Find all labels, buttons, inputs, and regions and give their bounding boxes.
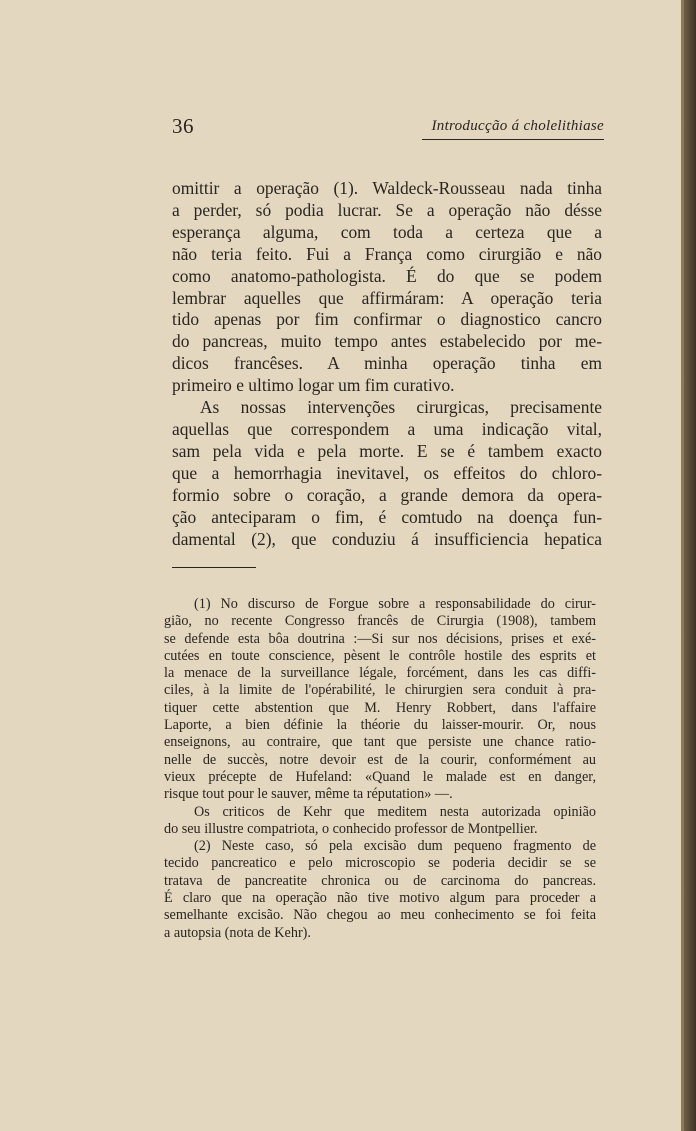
footnote-line: tecido pancreatico e pelo microscopio se poderia decidir se se — [164, 855, 596, 872]
footnote-line: gião, no recente Congresso francês de Cirurgia (1908), tambem — [164, 613, 596, 630]
body-line: do pancreas, muito tempo antes estabelecido por me- — [172, 331, 602, 352]
footnote-line: (2) Neste caso, só pela excisão dum pequeno fragmento de — [194, 838, 596, 855]
body-text — [172, 178, 602, 550]
running-title: Introducção á cholelithiase — [431, 118, 604, 134]
footnote-line: Os criticos de Kehr que meditem nesta autorizada opinião — [194, 803, 596, 820]
footnote-line: cutées en toute conscience, pèsent le contrôle hostile des esprits et — [164, 647, 596, 664]
footnote-line: semelhante excisão. Não chegou ao meu conhecimento se foi feita — [164, 907, 596, 924]
footnote-line: vieux précepte de Hufeland: «Quand le malade est en danger, — [164, 768, 596, 785]
body-line: ção anteciparam o fim, é comtudo na doença fun- — [172, 506, 602, 527]
footnotes — [164, 596, 596, 942]
body-line: esperança alguma, com toda a certeza que a — [172, 221, 602, 242]
body-line: como anatomo-pathologista. É do que se podem — [172, 265, 602, 286]
footnote-line: se defende esta bôa doutrina :—Si sur nos décisions, prises et exé- — [164, 630, 596, 647]
body-line: lembrar aquelles que affirmáram: A operação teria — [172, 287, 602, 308]
footnote-line: tiquer cette abstention que M. Henry Robbert, dans l'affaire — [164, 699, 596, 716]
body-line: dicos francêses. A minha operação tinha em — [172, 353, 602, 374]
body-line: não teria feito. Fui a França como cirurgião e não — [172, 243, 602, 264]
body-line: sam pela vida e pela morte. E se é tambem exacto — [172, 440, 602, 461]
body-line: primeiro e ultimo logar um fim curativo. — [172, 375, 455, 396]
footnote-line: Laporte, a bien définie la théorie du laisser-mourir. Or, nous — [164, 717, 596, 734]
footnote-line: a autopsia (nota de Kehr). — [164, 924, 311, 941]
body-line: formio sobre o coração, a grande demora da opera- — [172, 484, 602, 505]
body-line: damental (2), que conduziu á insufficiencia hepatica — [172, 528, 602, 549]
body-line: aquellas que correspondem a uma indicação vital, — [172, 418, 602, 439]
footnote-line: nelle de succès, notre devoir est de la courir, conformément au — [164, 751, 596, 768]
footnote-rule — [172, 567, 256, 568]
body-line: omittir a operação (1). Waldeck-Rousseau nada tinha — [172, 178, 602, 198]
body-line: que a hemorrhagia inevitavel, os effeitos do chloro- — [172, 462, 602, 483]
page-header — [172, 114, 604, 140]
body-line: tido apenas por fim confirmar o diagnostico cancro — [172, 309, 602, 330]
footnote-line: enseignons, au contraire, que tant que persiste une chance ratio- — [164, 734, 596, 751]
page-edge — [684, 0, 696, 1131]
footnote-line: tratava de pancreatite chronica ou de carcinoma do pancreas. — [164, 872, 596, 889]
body-line: As nossas intervenções cirurgicas, precisamente — [200, 397, 602, 418]
footnote-line: ciles, à la limite de l'opérabilité, le chirurgien sera conduit à pra- — [164, 682, 596, 699]
footnote-line: do seu illustre compatriota, o conhecido professor de Montpellier. — [164, 820, 538, 837]
footnote-line: la menace de la surveillance légale, forcément, dans les cas diffi- — [164, 665, 596, 682]
footnote-line: risque tout pour le sauver, même ta réputation» —. — [164, 786, 453, 803]
body-line: a perder, só podia lucrar. Se a operação não désse — [172, 199, 602, 220]
header-rule — [422, 139, 604, 140]
footnote-line: (1) No discurso de Forgue sobre a responsabilidade do cirur- — [194, 596, 596, 612]
page-number: 36 — [172, 114, 194, 138]
footnote-line: É claro que na operação não tive motivo algum para proceder a — [164, 890, 596, 907]
